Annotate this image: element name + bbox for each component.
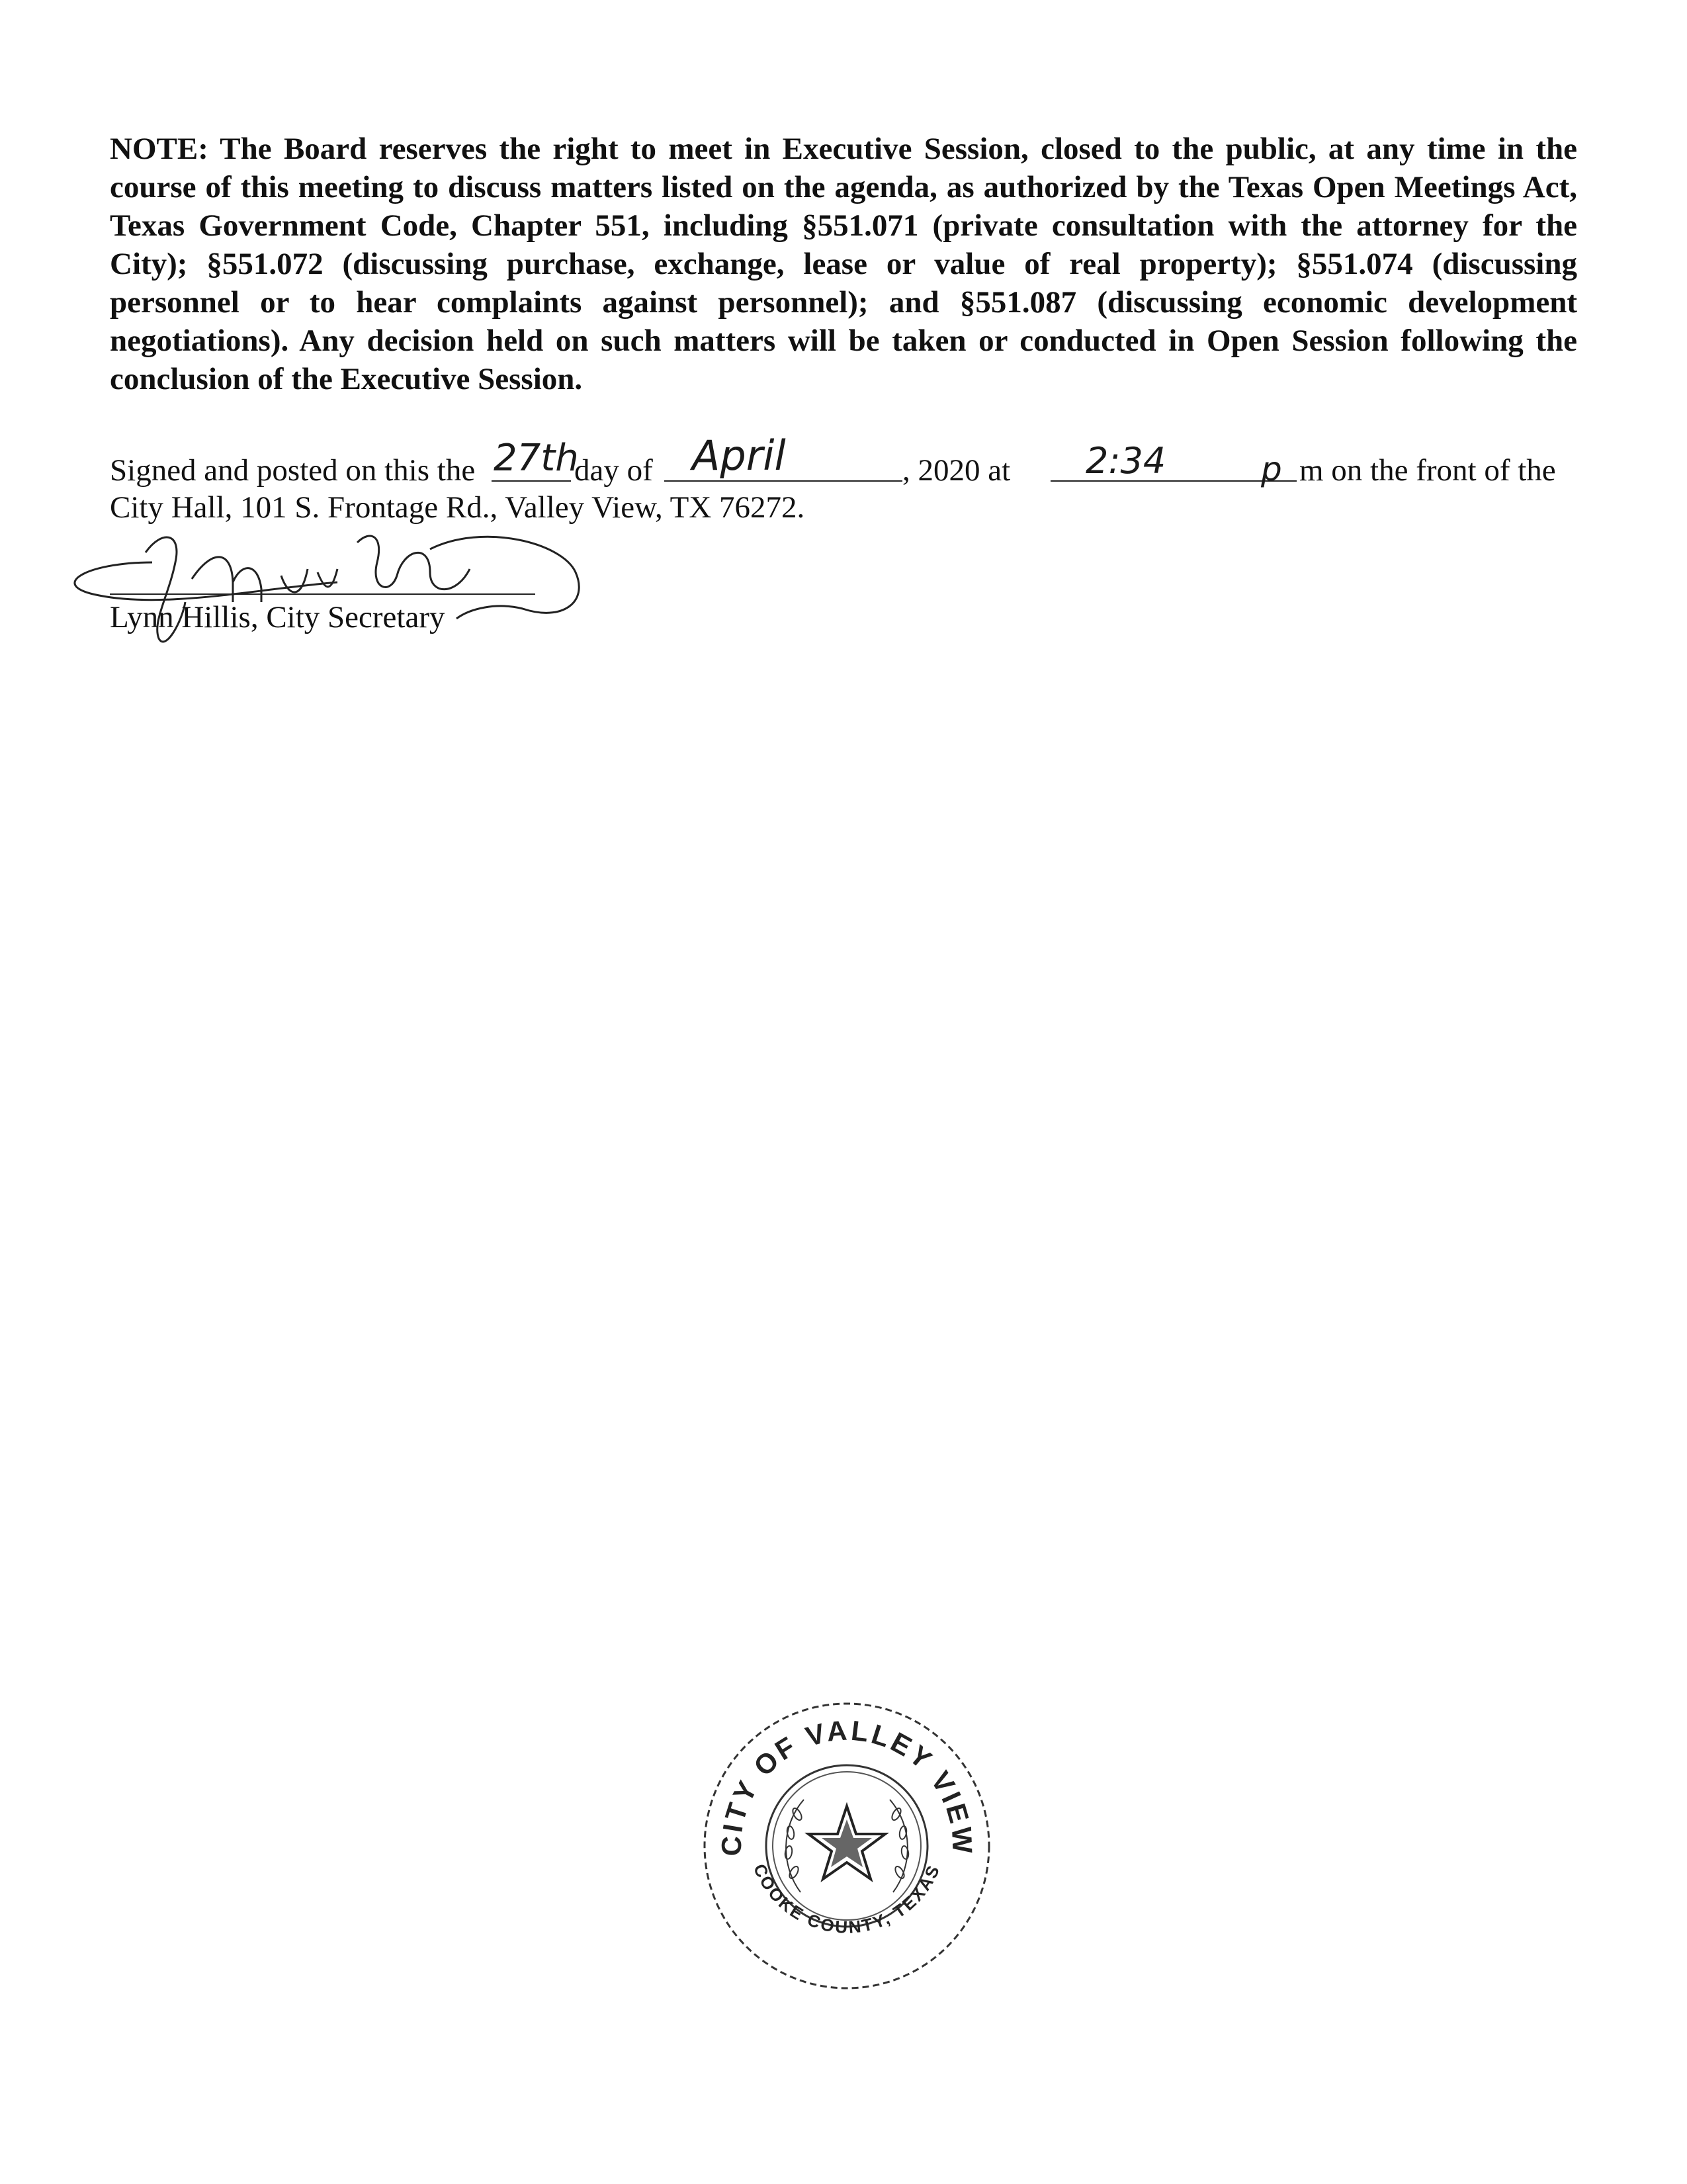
posting-line <box>110 431 1592 494</box>
executive-session-note: NOTE: The Board reserves the right to meet in Executive Session, closed to the public, at any time in the course of this meeting to discuss matters listed on the agenda, as authorized by the Texas Open Meetings Act, Texas Government Code, Chapter 551, including §551.071 (private consultation with the attorney for the City); §551.072 (discussing purchase, exchange, lease or value of real property); §551.074 (discussing personnel or to hear complaints against personnel); and §551.087 (discussing economic development negotiations). Any decision held on such matters will be taken or conducted in Open Session following the conclusion of the Executive Session. <box>110 132 1577 396</box>
month-blank <box>664 480 902 482</box>
posting-year-at: , 2020 at <box>902 453 1011 488</box>
seal-top-text: CITY OF VALLEY VIEW <box>715 1714 978 1856</box>
signer-name: Lynn Hillis, City Secretary <box>110 600 445 634</box>
posting-m-suffix: m on the front of the <box>1299 453 1556 488</box>
city-seal <box>695 1694 999 1998</box>
handwritten-month: April <box>692 431 786 480</box>
posting-day-of: day of <box>574 453 653 488</box>
seal-bottom-text: COOKE COUNTY, TEXAS <box>749 1860 945 1937</box>
svg-text:COOKE COUNTY, TEXAS <box>750 1861 944 1937</box>
handwritten-time: 2:34 <box>1086 440 1166 482</box>
signature-line <box>110 593 535 595</box>
posting-address: City Hall, 101 S. Frontage Rd., Valley View, TX 76272. <box>110 490 805 525</box>
handwritten-day: 27th <box>494 437 579 480</box>
posting-signed-prefix: Signed and posted on this the <box>110 453 476 488</box>
handwritten-meridiem: p <box>1261 450 1282 488</box>
